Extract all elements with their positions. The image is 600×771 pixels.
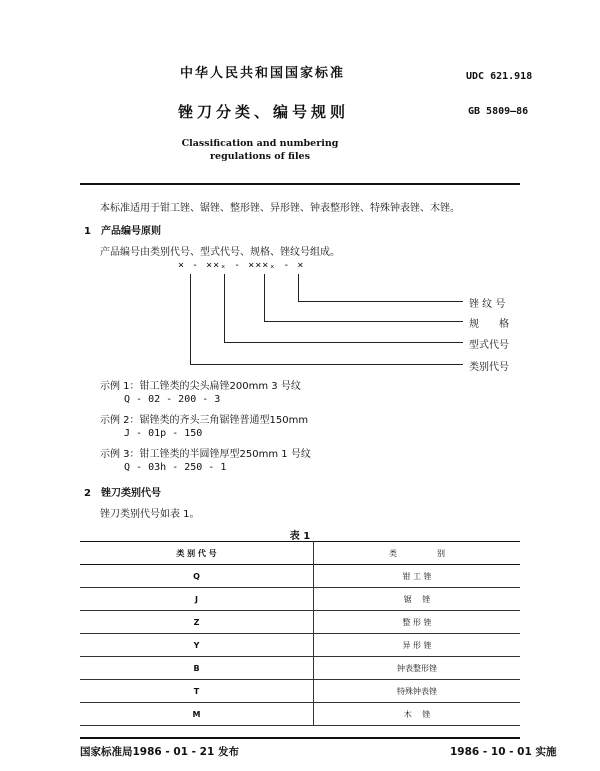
page-title: 锉刀分类、编号规则: [178, 103, 350, 121]
code-cell: T: [80, 680, 314, 703]
example-2-label: 示例 2：锯锉类的齐头三角锯锉普通型150mm: [100, 415, 309, 426]
header-category: 类 别: [389, 548, 445, 558]
example-2-code: J - 01p - 150: [124, 428, 203, 439]
category-cell: 木 锉: [403, 709, 431, 719]
table-row: [80, 680, 520, 703]
code-cell: Y: [80, 634, 314, 657]
section-2-text: 锉刀类别代号如表 1。: [100, 509, 200, 520]
code-cell: Z: [80, 611, 314, 634]
category-cell: 锯 锉: [403, 594, 431, 604]
example-1-label: 示例 1：钳工锉类的尖头扁锉200mm 3 号纹: [100, 381, 301, 392]
label-file-cut-number: 锉 纹 号: [469, 299, 506, 310]
label-type-code: 型式代号: [469, 340, 509, 351]
table-row: [80, 565, 520, 588]
category-cell: 异 形 锉: [402, 640, 432, 650]
label-specification: 规 格: [469, 319, 509, 330]
english-title-line2: regulations of files: [210, 151, 310, 162]
category-cell: 整 形 锉: [402, 617, 432, 627]
footer-rule: [80, 737, 520, 739]
code-cell: J: [80, 588, 314, 611]
code-cell: M: [80, 703, 314, 726]
table-header-row: [80, 542, 520, 565]
section-1-text: 产品编号由类别代号、型式代号、规格、锉纹号组成。: [100, 247, 340, 258]
code-cell: B: [80, 657, 314, 680]
category-cell: 钟表整形锉: [397, 663, 437, 673]
header-code: 类 别 代 号: [80, 542, 314, 565]
category-code-table: [80, 541, 520, 726]
standard-org: 中华人民共和国国家标准: [180, 66, 346, 81]
table-row: [80, 634, 520, 657]
example-3-label: 示例 3：钳工锉类的半圆锉厚型250mm 1 号纹: [100, 449, 311, 460]
example-1-code: Q - 02 - 200 - 3: [124, 394, 221, 405]
section-2-heading: 2 锉刀类别代号: [84, 488, 161, 499]
code-cell: Q: [80, 565, 314, 588]
english-title-line1: Classification and numbering: [181, 138, 339, 149]
udc-code: UDC 621.918: [466, 71, 533, 82]
code-pattern: × - ××ₓ - ×××ₓ - ×: [178, 260, 305, 271]
category-cell: 钳 工 锉: [402, 571, 432, 581]
issue-date: 国家标准局1986 - 01 - 21 发布: [80, 746, 239, 758]
gb-code: GB 5809—86: [468, 106, 529, 117]
scope-text: 本标准适用于钳工锉、锯锉、整形锉、异形锉、钟表整形锉、特殊钟表锉、木锉。: [100, 203, 460, 214]
table-row: [80, 703, 520, 726]
effective-date: 1986 - 10 - 01 实施: [450, 746, 557, 758]
table-row: [80, 588, 520, 611]
table-row: [80, 657, 520, 680]
table-caption: 表 1: [289, 531, 311, 542]
table-row: [80, 611, 520, 634]
label-category-code: 类别代号: [469, 362, 509, 373]
header-rule: [80, 183, 520, 185]
category-cell: 特殊钟表锉: [397, 686, 437, 696]
section-1-heading: 1 产品编号原则: [84, 226, 161, 237]
example-3-code: Q - 03h - 250 - 1: [124, 462, 227, 473]
